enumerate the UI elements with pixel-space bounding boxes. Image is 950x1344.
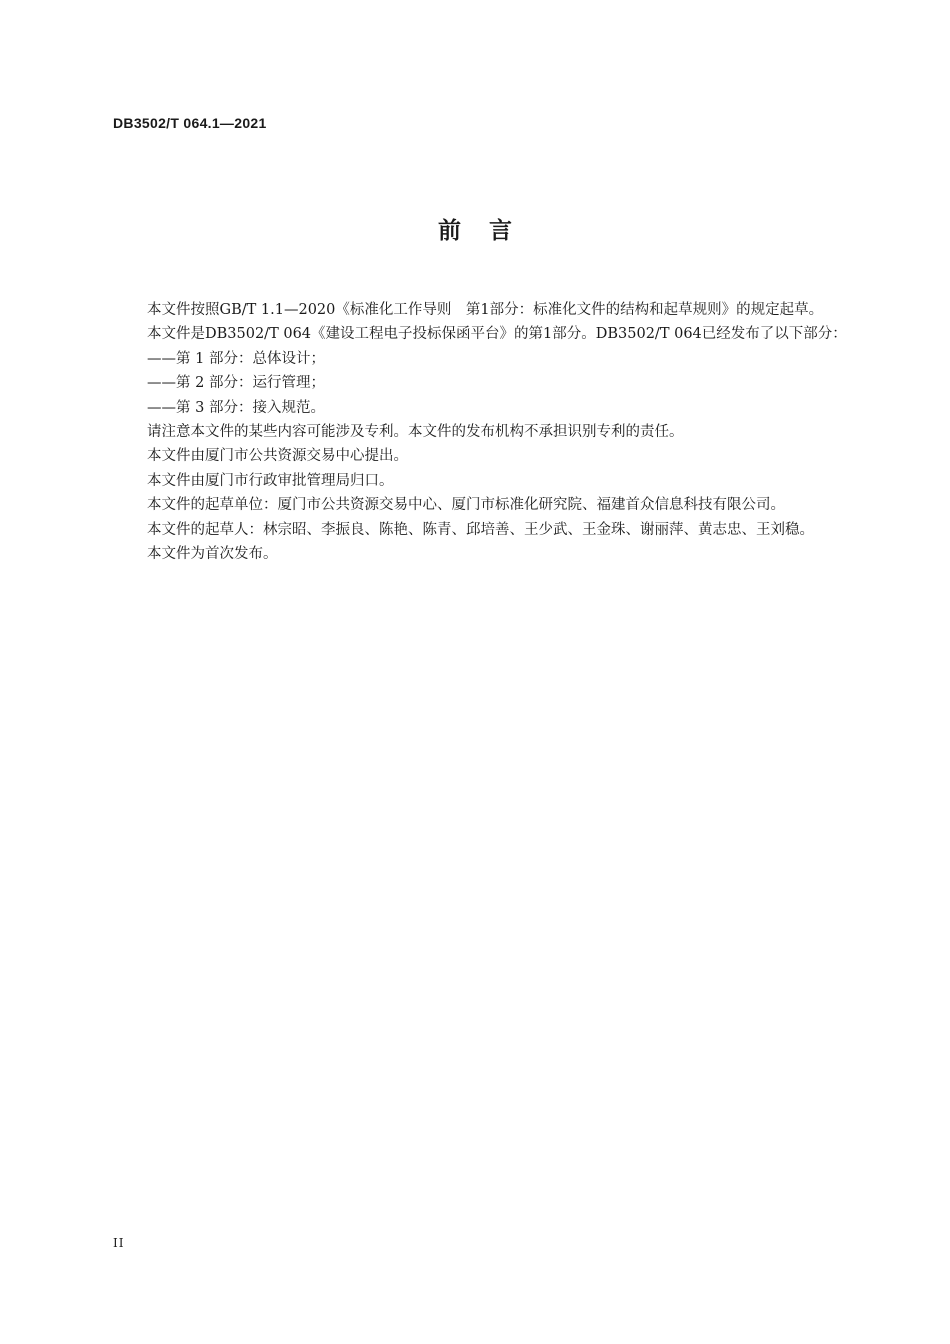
paragraph-centralized-by: 本文件由厦门市行政审批管理局归口。	[147, 472, 394, 489]
paragraph-patent-notice: 请注意本文件的某些内容可能涉及专利。本文件的发布机构不承担识别专利的责任。	[147, 424, 684, 441]
paragraph-drafters: 本文件的起草人：林宗昭、李振良、陈艳、陈青、邱培善、王少武、王金珠、谢丽萍、黄志忠、王刘稳。	[147, 521, 814, 538]
section-title: 前言	[438, 218, 540, 244]
paragraph-proposed-by: 本文件由厦门市公共资源交易中心提出。	[147, 448, 408, 465]
document-id: DB3502/T 064.1—2021	[113, 115, 267, 131]
list-item-part-3: ——第 3 部分：接入规范。	[147, 399, 325, 416]
preface-body	[113, 298, 861, 566]
list-item-part-2: ——第 2 部分：运行管理；	[147, 375, 325, 392]
paragraph-drafting-rules: 本文件按照GB/T 1.1—2020《标准化工作导则 第1部分：标准化文件的结构和起草规则》的规定起草。	[147, 302, 824, 318]
paragraph-drafting-units: 本文件的起草单位：厦门市公共资源交易中心、厦门市标准化研究院、福建首众信息科技有限公司。	[147, 497, 785, 514]
paragraph-series-parts: 本文件是DB3502/T 064《建设工程电子投标保函平台》的第1部分。DB3502/T 064已经发布了以下部分：	[147, 326, 847, 343]
paragraph-first-release: 本文件为首次发布。	[147, 546, 278, 563]
page-number: II	[113, 1236, 125, 1250]
list-item-part-1: ——第 1 部分：总体设计；	[147, 350, 325, 367]
